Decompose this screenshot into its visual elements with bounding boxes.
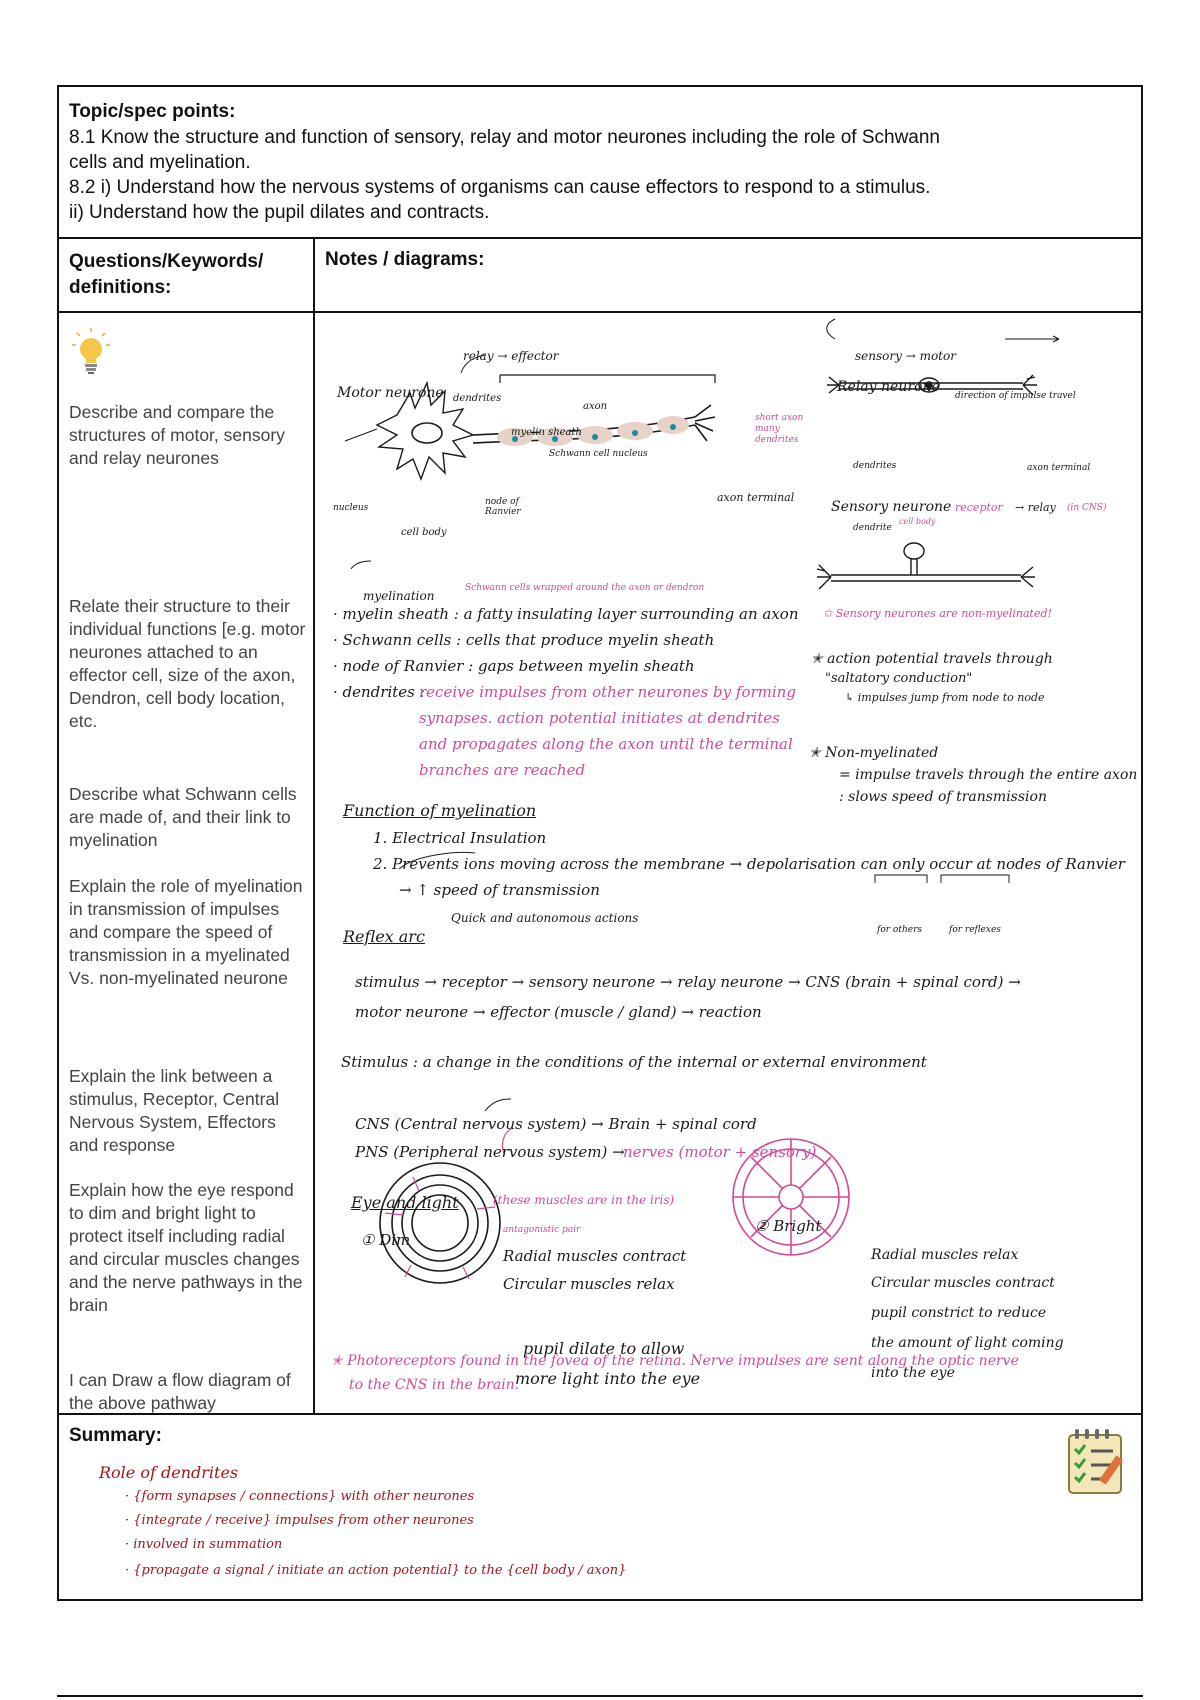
label-axon-terminal: axon terminal (717, 491, 795, 504)
label-dendrite: dendrite (853, 523, 892, 533)
questions-header: Questions/Keywords/ definitions: (59, 239, 315, 313)
question-item: Relate their structure to their individual functions [e.g. motor neurones attached to an effector cell, size of the axon, Dendron, cell body location, etc. (69, 596, 306, 731)
label-myelination: myelination (363, 589, 435, 603)
function-item: 1. Electrical Insulation (373, 829, 547, 847)
function-item: → ↑ speed of transmission (399, 881, 600, 899)
sensory-neurone-diagram (817, 543, 1035, 589)
dim-pupil: more light into the eye (515, 1369, 701, 1388)
question-item: I can Draw a flow diagram of the above pathway (69, 1370, 291, 1413)
label-nucleus: nucleus (333, 503, 369, 513)
notes-header: Notes / diagrams: (315, 239, 1141, 313)
label-receptor: receptor (955, 501, 1003, 514)
reflex-line: stimulus → receptor → sensory neurone → relay neurone → CNS (brain + spinal cord) → (355, 973, 1021, 991)
label-antagonistic: antagonistic pair (503, 1225, 581, 1235)
label-relay-neurone: Relay neurone (837, 379, 940, 395)
definition-dendrites-line: receive impulses from other neurones by forming (419, 683, 796, 701)
topic-section (59, 87, 1141, 239)
question-item: Describe what Schwann cells are made of, and their link to myelination (69, 784, 297, 850)
label-dendrites: dendrites (453, 393, 502, 404)
reflex-heading: Reflex arc (343, 927, 425, 946)
label-relay-dendrites: dendrites (853, 461, 897, 471)
label-quick-actions: Quick and autonomous actions (451, 911, 639, 925)
function-heading: Function of myelination (343, 801, 537, 820)
eye-heading: Eye and light (351, 1193, 459, 1212)
summary-item: · {propagate a signal / initiate an action potential} to the {cell body / axon} (125, 1563, 627, 1578)
saltatory-line: ↳ impulses jump from node to node (845, 691, 1045, 704)
label-axon: axon (583, 401, 608, 412)
bright-line: pupil constrict to reduce (871, 1305, 1047, 1321)
question-item: Explain how the eye respond to dim and bright light to protect itself including radial and circular muscles changes and the nerve pathways in the brain (69, 1180, 303, 1315)
saltatory-line: ✭ action potential travels through (811, 651, 1053, 667)
label-myelin-sheath: myelin sheath (511, 427, 582, 438)
pns-line: PNS (Peripheral nervous system) → (355, 1143, 625, 1161)
eye-iris-note: (these muscles are in the iris) (493, 1193, 675, 1207)
label-dim: ① Dim (361, 1231, 411, 1249)
topic-heading: Topic/spec points: (69, 101, 236, 122)
photoreceptor-note: ✭ Photoreceptors found in the fovea of the retina. Nerve impulses are sent along the optic nerve (331, 1353, 1019, 1369)
summary-item: · {form synapses / connections} with other neurones (125, 1489, 475, 1504)
sensory-note: ✩ Sensory neurones are non-myelinated! (823, 607, 1052, 620)
topic-line: 8.2 i) Understand how the nervous systems of organisms can cause effectors to respond to a stimulus. (69, 177, 931, 198)
cns-line: CNS (Central nervous system) → Brain + spinal cord (355, 1115, 757, 1133)
question-item: Explain the role of myelination in transmission of impulses and compare the speed of transmission in a myelinated Vs. non-myelinated neurone (69, 876, 303, 988)
question-item: Describe and compare the structures of motor, sensory and relay neurones (69, 402, 285, 468)
photoreceptor-note: to the CNS in the brain. (349, 1377, 520, 1393)
definition-dendrites-line: synapses. action potential initiates at dendrites (419, 709, 780, 727)
saltatory-line: "saltatory conduction" (825, 671, 973, 686)
non-myelinated-line: ✭ Non-myelinated (809, 745, 939, 761)
label-node-ranvier: node of Ranvier (485, 497, 521, 517)
notes-area (315, 313, 1141, 1413)
label-cell-body: cell body (401, 527, 447, 538)
dim-circular: Circular muscles relax (503, 1275, 675, 1293)
definition-dendrites-term: · dendrites : (333, 683, 425, 701)
definition-myelin: · myelin sheath : a fatty insulating layer surrounding an axon (333, 605, 799, 623)
label-short-axon: short axon many dendrites (755, 413, 804, 445)
definition-node: · node of Ranvier : gaps between myelin sheath (333, 657, 695, 675)
dim-pupil: pupil dilate to allow (523, 1339, 685, 1358)
lightbulb-icon (71, 327, 111, 377)
definition-dendrites-line: and propagates along the axon until the terminal (419, 735, 793, 753)
label-sensory-motor: sensory → motor (855, 349, 956, 363)
summary-item: · {integrate / receive} impulses from other neurones (125, 1513, 474, 1528)
worksheet (57, 85, 1143, 1601)
definition-schwann: · Schwann cells : cells that produce myelin sheath (333, 631, 715, 649)
bright-line: into the eye (871, 1365, 955, 1381)
label-relay-effector: relay → effector (463, 349, 559, 363)
label-for-others: for others (877, 925, 922, 935)
bright-line: Circular muscles contract (871, 1275, 1055, 1291)
topic-line: ii) Understand how the pupil dilates and contracts. (69, 202, 490, 223)
summary-title: Role of dendrites (99, 1463, 239, 1482)
question-item: Explain the link between a stimulus, Receptor, Central Nervous System, Effectors and response (69, 1066, 280, 1155)
label-direction: direction of impulse travel (955, 391, 1076, 401)
label-sensory-neurone: Sensory neurone (831, 499, 952, 515)
label-for-reflexes: for reflexes (949, 925, 1001, 935)
stimulus-definition: Stimulus : a change in the conditions of the internal or external environment (341, 1053, 927, 1071)
checklist-notepad-icon (1061, 1425, 1133, 1497)
bright-line: Radial muscles relax (871, 1247, 1019, 1263)
label-schwann-nucleus: Schwann cell nucleus (549, 449, 648, 459)
label-cell-body-pink: cell body (899, 517, 936, 526)
questions-column (59, 313, 315, 1413)
label-to-relay: → relay (1015, 501, 1056, 514)
label-relay-axon-terminal: axon terminal (1027, 463, 1091, 473)
topic-line: cells and myelination. (69, 152, 251, 173)
label-bright: ② Bright (755, 1217, 822, 1235)
function-item: 2. Prevents ions moving across the membrane → depolarisation can only occur at nodes of Ranvier (373, 855, 1125, 873)
summary-heading: Summary: (69, 1425, 162, 1446)
topic-line: 8.1 Know the structure and function of sensory, relay and motor neurones including the role of Schwann (69, 127, 940, 148)
definition-dendrites-line: branches are reached (419, 761, 586, 779)
summary-section (59, 1413, 1141, 1599)
dim-radial: Radial muscles contract (503, 1247, 687, 1265)
bright-line: the amount of light coming (871, 1335, 1064, 1351)
eye-dim-diagram (380, 1163, 500, 1283)
label-in-cns: (in CNS) (1067, 503, 1107, 513)
label-motor-neurone: Motor neurone (337, 385, 444, 401)
reflex-line: motor neurone → effector (muscle / gland) → reaction (355, 1003, 762, 1021)
non-myelinated-line: : slows speed of transmission (839, 789, 1047, 805)
page-bottom-rule (57, 1695, 1143, 1697)
label-schwann-wrapped: Schwann cells wrapped around the axon or dendron (465, 583, 705, 593)
pns-nerves: nerves (motor + sensory) (623, 1143, 817, 1161)
non-myelinated-line: = impulse travels through the entire axon (839, 767, 1138, 783)
summary-item: · involved in summation (125, 1537, 283, 1552)
